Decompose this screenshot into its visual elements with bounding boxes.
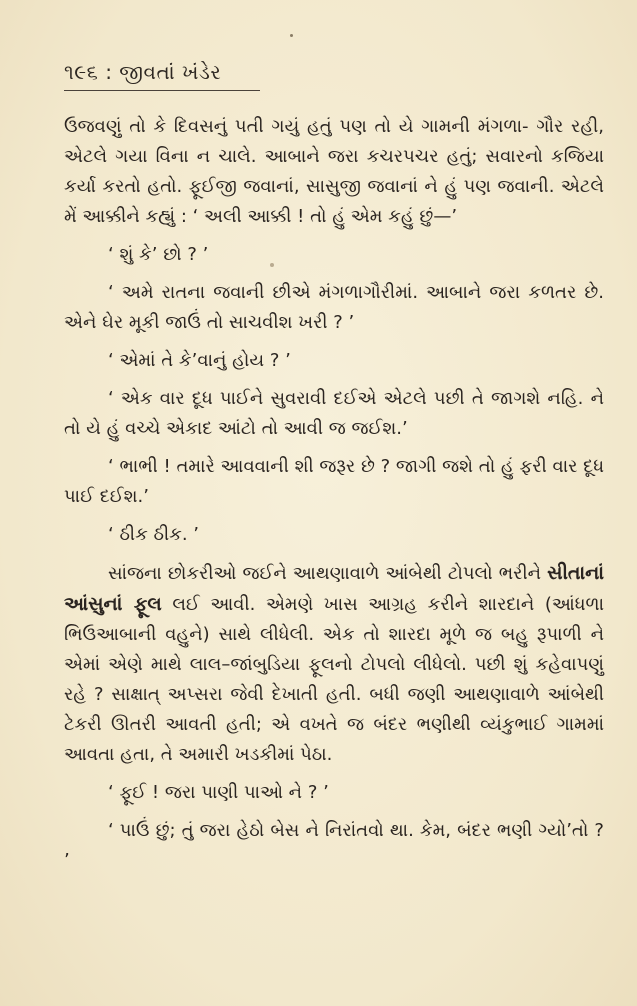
paragraph: ‘ એક વાર દૂધ પાઈને સુવરાવી દઈએ એટલે પછી તે જાગશે નહિ. ને તો યે હું વચ્ચે એકાદ આંટો તો આવી જ જઈશ.’ xyxy=(64,388,604,439)
paragraph: ‘ ભાભી ! તમારે આવવાની શી જરૂર છે ? જાગી જશે તો હું ફરી વાર દૂધ પાઈ દઈશ.’ xyxy=(64,456,604,507)
paragraph: ‘ ફૂઈ ! જરા પાણી પાઓ ને ? ’ xyxy=(108,782,329,803)
paragraph-rest: લઈ આવી. એમણે ખાસ આગ્રહ કરીને શારદાને (આંધળા ભિઉઆબાની વહુને) સાથે લીધેલી. એક તો શારદા મૂળે જ બહુ રૂપાળી ને એમાં એણે માથે લાલ–જાંબુડિયા ફૂલનો ટોપલો લીધેલો. પછી શું કહેવાપણું રહે ? સાક્ષાત્ અપ્સરા જેવી દેખાતી હતી. બધી જણી આથણાવાળે આંબેથી ટેકરી ઊતરી આવતી હતી; એ વખતે જ બંદર ભણીથી વ્યંકુભાઈ ગામમાં આવતા હતા, તે અમારી ખડકીમાં પેઠા. xyxy=(64,594,604,765)
paragraph-lead: સાંજના છોકરીઓ જઈને આથણાવાળે આંબેથી ટોપલો ભરીને xyxy=(108,563,542,584)
paragraph: ‘ અમે રાતના જવાની છીએ મંગળાગૌરીમાં. આબાને જરા કળતર છે. એને ઘેર મૂકી જાઉં તો સાચવીશ ખરી ? ’ xyxy=(64,282,604,333)
paragraph: ‘ ઠીક ઠીક. ’ xyxy=(108,524,199,545)
paragraph: ‘ એમાં તે કે’વાનું હોય ? ’ xyxy=(108,350,291,371)
paragraph: ‘ પાઉં છું; તું જરા હેઠો બેસ ને નિરાંતવો થા. કેમ, બંદર ભણી ગ્યો’તો ? ’ xyxy=(64,820,604,871)
paragraph xyxy=(64,558,604,770)
paragraph: ઉજવણું તો કે દિવસનું પતી ગયું હતું પણ તો યે ગામની મંગળા- ગૌર રહી, એટલે ગયા વિના ન ચાલે. આબાને જરા કચરપચર હતું; સવારનો કજિયા કર્યા કરતો હતો. ફૂઈજી જવાનાં, સાસુજી જવાનાં ને હું પણ જવાની. એટલે મેં આક્કીને કહ્યું : ‘ અલી આક્કી ! તો હું એમ કહું છું—’ xyxy=(64,116,604,227)
ink-speck xyxy=(290,34,293,37)
header-rule xyxy=(64,90,260,91)
emphasized-phrase: સીતાનાં આંસુનાં ફૂલ xyxy=(64,562,604,615)
running-header-text: ૧૯૬ : જીવતાં ખંડેર xyxy=(64,60,222,84)
body-text xyxy=(64,112,604,884)
paragraph: ‘ શું કે’ છો ? ’ xyxy=(108,244,209,265)
running-header xyxy=(64,60,221,84)
